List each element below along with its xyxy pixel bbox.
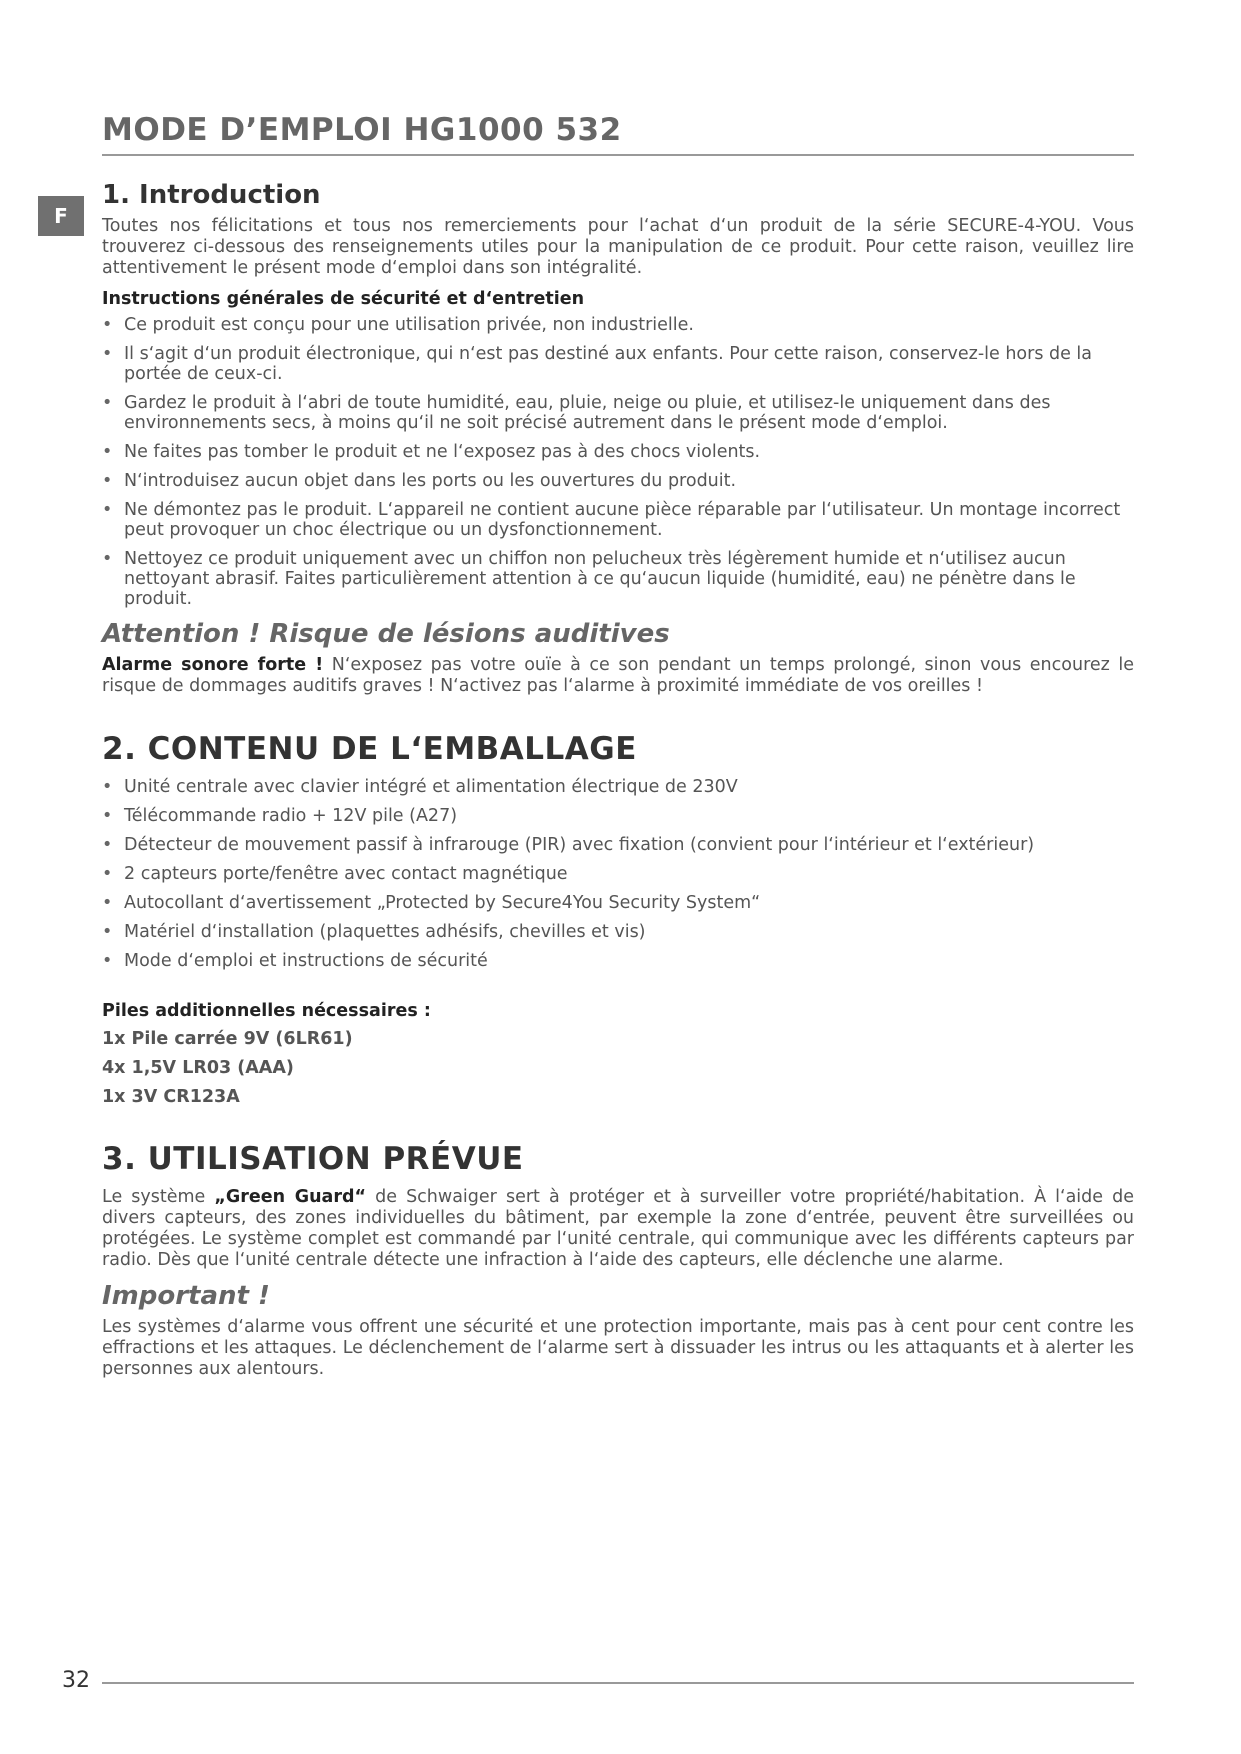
footer-divider [102,1682,1134,1684]
battery-item: 1x Pile carrée 9V (6LR61) [102,1029,353,1049]
important-paragraph: Les systèmes d‘alarme vous offrent une sécurité et une protection importante, mais pas à cent pour cent contre les effractions et les attaques. Le déclenchement de l‘alarme sert à dissuader les intrus ou les attaquants et à alerter les personnes aux alentours. [102,1317,1134,1379]
usage-paragraph [102,1187,1134,1271]
introduction-section [102,180,1134,697]
page-content [102,112,1134,1380]
product-name: „Green Guard“ [214,1187,367,1207]
usage-section [102,1141,1134,1380]
usage-text-start: Le système [102,1187,215,1207]
document-title: MODE D’EMPLOI HG1000 532 [102,112,1134,156]
warning-text: N‘exposez pas votre ouïe à ce son pendant un temps prolongé, sinon vous encourez le risque de dommages auditifs graves ! N‘activez pas l‘alarme à proximité immédiate de vos oreilles ! [102,655,1135,696]
warning-paragraph [102,655,1134,697]
warning-heading: Attention ! Risque de lésions auditives [102,619,670,649]
language-tab: F [38,196,84,236]
list-item: • Nettoyez ce produit uniquement avec un chiffon non pelucheux très légèrement humide et n‘utilisez aucun nettoyant abrasif. Faites particulièrement attention à ce qu‘aucun liquide (humidité, eau) ne pénètre dans le produit. [102,549,1134,609]
list-item: • Il s‘agit d‘un produit électronique, qui n‘est pas destiné aux enfants. Pour cette raison, conservez-le hors de la portée de ceux-ci. [102,344,1134,384]
important-heading: Important ! [102,1281,270,1311]
list-item: • Mode d‘emploi et instructions de sécurité [102,951,1134,971]
usage-heading: 3. UTILISATION PRÉVUE [102,1141,524,1177]
contents-heading: 2. CONTENU DE L‘EMBALLAGE [102,731,637,767]
introduction-paragraph: Toutes nos félicitations et tous nos remerciements pour l‘achat d‘un produit de la série SECURE-4-YOU. Vous trouverez ci-dessous des renseignements utiles pour la manipulation de ce produit. Pour cette raison, veuillez lire attentivement le présent mode d‘emploi dans son intégralité. [102,216,1134,278]
list-item: • Ce produit est conçu pour une utilisation privée, non industrielle. [102,315,1134,335]
safety-heading: Instructions générales de sécurité et d‘entretien [102,289,585,309]
list-item: • Télécommande radio + 12V pile (A27) [102,806,1134,826]
list-item: • Détecteur de mouvement passif à infrarouge (PIR) avec fixation (convient pour l‘intérieur et l‘extérieur) [102,835,1134,855]
introduction-heading: 1. Introduction [102,180,321,210]
batteries-heading: Piles additionnelles nécessaires : [102,1001,431,1021]
list-item: • 2 capteurs porte/fenêtre avec contact magnétique [102,864,1134,884]
list-item: • Matériel d‘installation (plaquettes adhésifs, chevilles et vis) [102,922,1134,942]
list-item: • Unité centrale avec clavier intégré et alimentation électrique de 230V [102,777,1134,797]
list-item: • Ne démontez pas le produit. L‘appareil ne contient aucune pièce réparable par l‘utilisateur. Un montage incorrect peut provoquer un choc électrique ou un dysfonctionnement. [102,500,1134,540]
contents-section [102,731,1134,1107]
warning-bold: Alarme sonore forte ! [102,655,324,675]
usage-text-end: de Schwaiger sert à protéger et à surveiller votre propriété/habitation. À l‘aide de divers capteurs, des zones individuelles du bâtiment, par exemple la zone d‘entrée, peuvent être surveillées ou protégées. Le système complet est commandé par l‘unité centrale, qui communique avec les différents capteurs par radio. Dès que l‘unité centrale détecte une infraction à l‘aide des capteurs, elle déclenche une alarme. [102,1187,1135,1270]
contents-list [102,777,1134,971]
page-number: 32 [62,1668,90,1693]
list-item: • Gardez le produit à l‘abri de toute humidité, eau, pluie, neige ou pluie, et utilisez-le uniquement dans des environnements secs, à moins qu‘il ne soit précisé autrement dans le présent mode d‘emploi. [102,393,1134,433]
safety-list [102,315,1134,609]
list-item: • N‘introduisez aucun objet dans les ports ou les ouvertures du produit. [102,471,1134,491]
list-item: • Ne faites pas tomber le produit et ne l‘exposez pas à des chocs violents. [102,442,1134,462]
list-item: • Autocollant d‘avertissement „Protected by Secure4You Security System“ [102,893,1134,913]
battery-item: 1x 3V CR123A [102,1087,240,1107]
battery-item: 4x 1,5V LR03 (AAA) [102,1058,294,1078]
